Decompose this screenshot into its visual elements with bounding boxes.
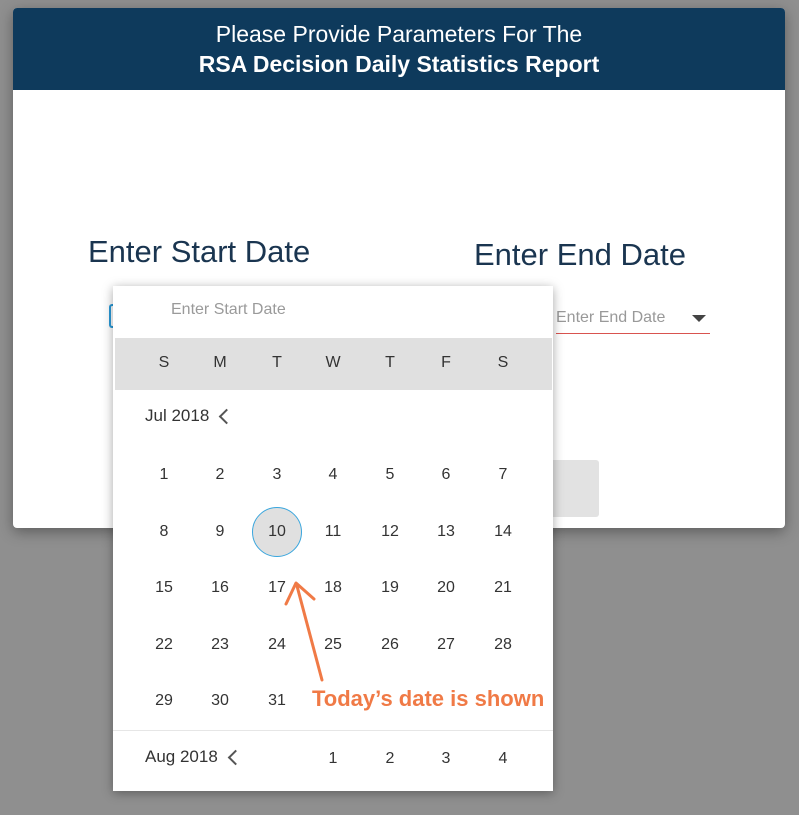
day-cell[interactable]: 19 <box>381 579 399 596</box>
day-cell[interactable]: 7 <box>498 466 508 483</box>
day-cell[interactable]: 4 <box>498 750 508 767</box>
month-title-text: Jul 2018 <box>145 406 210 425</box>
day-cell[interactable]: 27 <box>437 636 455 653</box>
day-cell[interactable]: 4 <box>328 466 338 483</box>
day-cell[interactable]: 11 <box>324 523 342 540</box>
annotation-today: Today’s date is shown <box>312 686 545 711</box>
weekday-6: S <box>497 354 509 371</box>
month-title-text: Aug 2018 <box>145 747 218 766</box>
day-cell[interactable]: 2 <box>385 750 395 767</box>
weekday-2: T <box>272 354 282 371</box>
today-day-cell[interactable]: 10 <box>252 507 302 557</box>
day-cell[interactable]: 16 <box>211 579 229 596</box>
day-cell[interactable]: 25 <box>324 636 342 653</box>
dropdown-arrow-icon[interactable] <box>692 315 706 322</box>
end-date-placeholder: Enter End Date <box>556 309 666 326</box>
day-cell[interactable]: 20 <box>437 579 455 596</box>
start-date-picker <box>113 286 553 791</box>
day-cell[interactable]: 18 <box>324 579 342 596</box>
weekday-1: M <box>213 354 227 371</box>
month-title-jul <box>145 406 232 426</box>
day-cell[interactable]: 17 <box>268 579 286 596</box>
dialog-header <box>13 8 785 90</box>
day-cell[interactable]: 13 <box>437 523 455 540</box>
end-date-input[interactable] <box>556 303 710 334</box>
day-cell[interactable]: 2 <box>215 466 225 483</box>
dialog-title-line1: Please Provide Parameters For The <box>215 21 583 47</box>
day-cell[interactable]: 26 <box>381 636 399 653</box>
day-cell[interactable]: 1 <box>328 750 338 767</box>
month-title-aug <box>145 747 241 767</box>
start-date-input[interactable]: Enter Start Date <box>171 301 286 318</box>
weekday-0: S <box>158 354 170 371</box>
day-cell[interactable]: 22 <box>155 636 173 653</box>
day-cell[interactable]: 30 <box>211 692 229 709</box>
day-cell[interactable]: 3 <box>272 466 282 483</box>
weekday-5: F <box>441 354 451 371</box>
day-cell[interactable]: 6 <box>441 466 451 483</box>
end-date-label: Enter End Date <box>474 237 686 272</box>
day-cell[interactable]: 5 <box>385 466 395 483</box>
month-divider <box>113 730 553 731</box>
day-cell[interactable]: 21 <box>494 579 512 596</box>
day-cell[interactable]: 12 <box>381 523 399 540</box>
day-cell[interactable]: 14 <box>494 523 512 540</box>
day-cell[interactable]: 8 <box>159 523 169 540</box>
day-cell[interactable]: 23 <box>211 636 229 653</box>
weekday-3: W <box>325 354 341 371</box>
day-cell[interactable]: 9 <box>215 523 225 540</box>
day-cell[interactable]: 1 <box>159 466 169 483</box>
chevron-left-icon[interactable] <box>228 749 244 765</box>
weekday-4: T <box>385 354 395 371</box>
dialog-title-line2: RSA Decision Daily Statistics Report <box>198 51 600 77</box>
day-cell[interactable]: 28 <box>494 636 512 653</box>
day-cell[interactable]: 3 <box>441 750 451 767</box>
day-cell[interactable]: 15 <box>155 579 173 596</box>
dialog-action-button[interactable] <box>553 460 599 517</box>
start-date-label: Enter Start Date <box>88 234 311 269</box>
chevron-left-icon[interactable] <box>219 408 235 424</box>
day-cell[interactable]: 31 <box>268 692 286 709</box>
day-cell[interactable]: 24 <box>268 636 286 653</box>
day-cell[interactable]: 29 <box>155 692 173 709</box>
